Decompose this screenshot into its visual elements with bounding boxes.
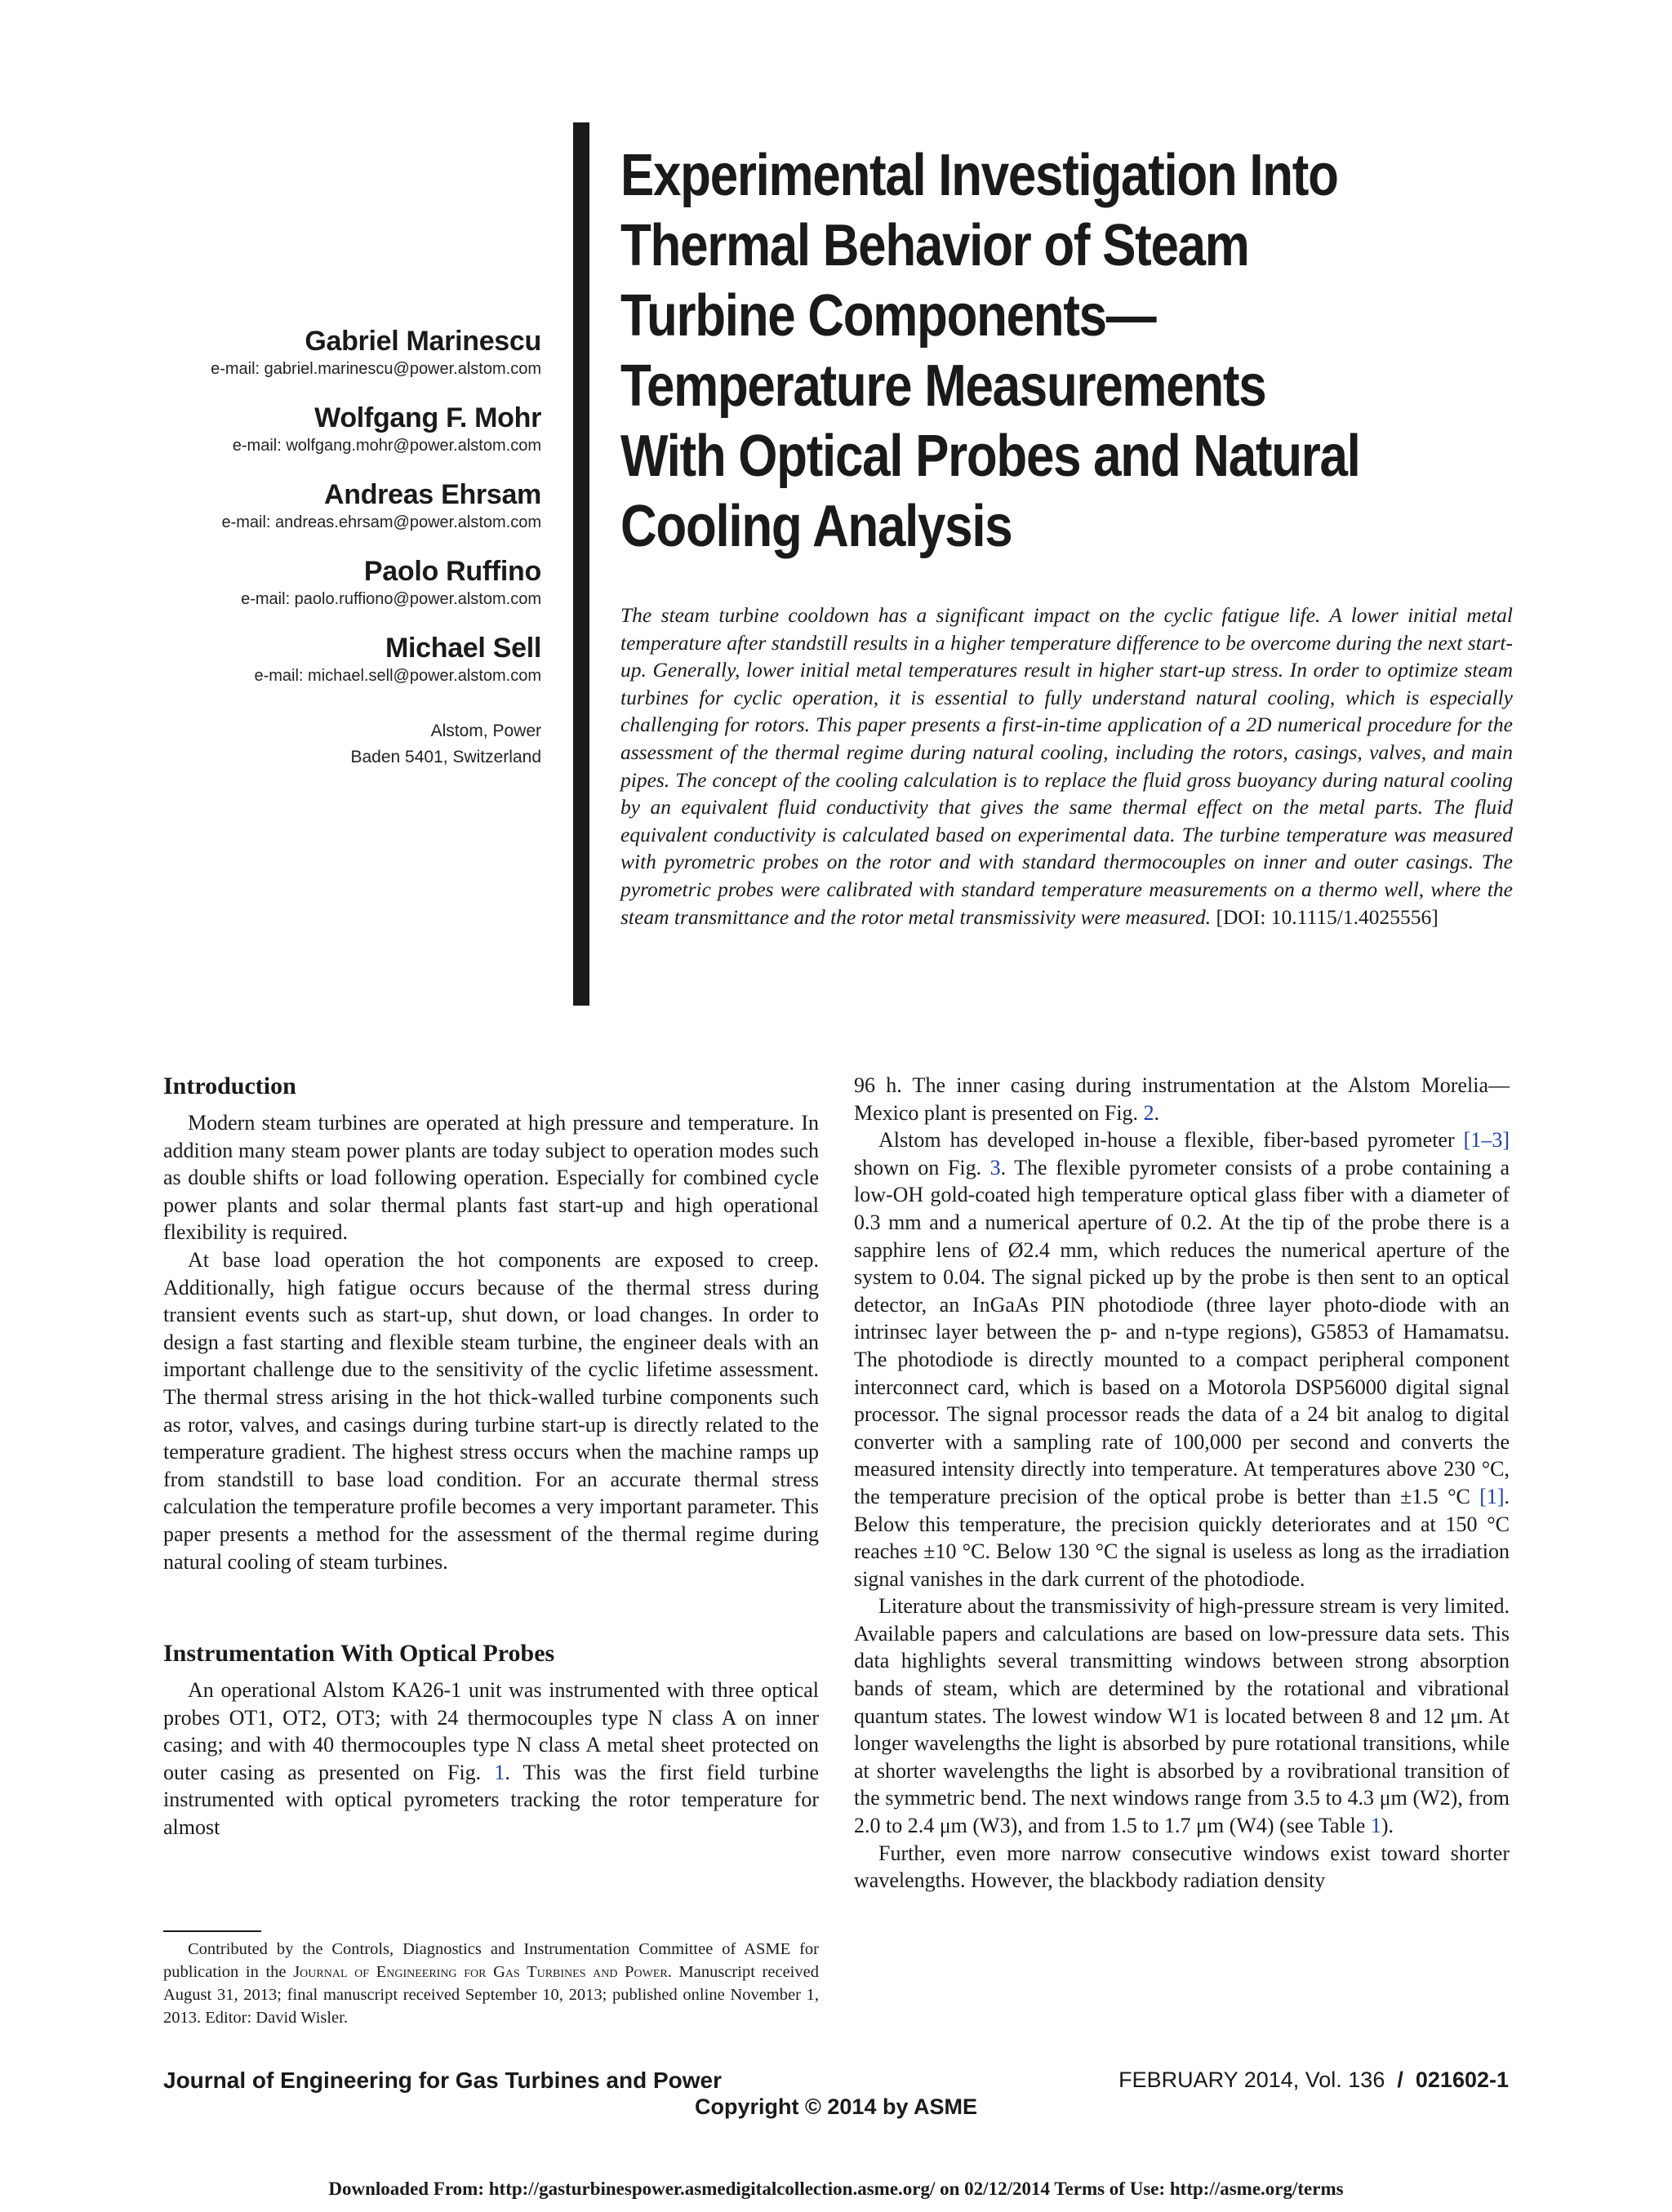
author-entry <box>122 555 541 611</box>
paragraph: Modern steam turbines are operated at high pressure and temperature. In addition many steam power plants are today subject to operation modes such as double shifts or load following operation. Especially for combined cycle power plants and solar thermal plants fast start-up and high operational flexibility is required. <box>163 1111 819 1245</box>
author-name: Wolfgang F. Mohr <box>314 402 541 433</box>
citation-link[interactable]: [1] <box>1479 1484 1505 1508</box>
citation-link[interactable]: [1–3] <box>1463 1128 1510 1153</box>
figure-link[interactable]: 2 <box>1143 1100 1154 1125</box>
abstract <box>620 602 1513 931</box>
figure-link[interactable]: 3 <box>989 1155 1001 1179</box>
footnote-rule <box>163 1930 261 1932</box>
author-name: Michael Sell <box>385 633 541 664</box>
right-column <box>854 1072 1510 1894</box>
author-email: e-mail: michael.sell@power.alstom.com <box>254 667 541 685</box>
footnote: Contributed by the Controls, Diagnostics and Instrumentation Committee of ASME for publication in the Journal of Engineering for Gas Turbines and Power. Manuscript received August 31, 2013; final manuscript received September 10, 2013; published online November 1, 2013. Editor: David Wisler. <box>163 1940 819 2027</box>
author-email: e-mail: andreas.ehrsam@power.alstom.com <box>221 513 541 531</box>
paragraph: Literature about the transmissivity of high-pressure stream is very limited. Available papers and calculations are based on low-pressure data sets. This data highlights several transmitting windows between strong absorption bands of steam, which are determined by the rotational and vibrational quantum states. The lowest window W1 is located between 8 and 12 μm. At longer wavelengths the light is absorbed by pure rotational transitions, while at shorter wavelengths the light is absorbed by a rovibrational transition of the symmetric bend. The next windows range from 3.5 to 4.3 μm (W2), from 2.0 to 2.4 μm (W3), and from 1.5 to 1.7 μm (W4) (see Table 1). <box>854 1594 1510 1838</box>
author-email: e-mail: paolo.ruffiono@power.alstom.com <box>241 590 541 608</box>
abstract-text: The steam turbine cooldown has a significant impact on the cyclic fatigue life. A lower initial metal temperature after standstill results in a higher temperature difference to be overcome during the next start-up. Generally, lower initial metal temperatures result in higher start-up stress. In order to optimize steam turbines for cyclic operation, it is essential to fully understand natural cooling, which is especially challenging for rotors. This paper presents a first-in-time application of a 2D numerical procedure for the assessment of the thermal regime during natural cooling, including the rotors, casings, valves, and main pipes. The concept of the cooling calculation is to replace the fluid gross buoyancy during natural cooling by an equivalent fluid conductivity that gives the same thermal effect on the metal parts. The fluid equivalent conductivity is calculated based on experimental data. The turbine temperature was measured with pyrometric probes on the rotor and with standard thermocouples on inner and outer casings. The pyrometric probes were calibrated with standard temperature measurements on a thermo well, where the steam transmittance and the rotor metal transmissivity were measured. <box>620 603 1513 929</box>
figure-link[interactable]: 1 <box>494 1760 505 1784</box>
table-link[interactable]: 1 <box>1370 1814 1381 1838</box>
author-entry <box>122 402 541 457</box>
author-name: Gabriel Marinescu <box>305 326 541 357</box>
title-rule-bar <box>573 122 589 1006</box>
affiliation <box>122 718 541 771</box>
author-name: Paolo Ruffino <box>363 556 541 587</box>
affiliation-line: Baden 5401, Switzerland <box>350 748 541 766</box>
author-email: e-mail: wolfgang.mohr@power.alstom.com <box>232 437 541 455</box>
article-number: 021602-1 <box>1415 2068 1509 2092</box>
paragraph: Alstom has developed in-house a flexible, fiber-based pyrometer [1–3] shown on Fig. 3. The flexible pyrometer consists of a probe containing a low-OH gold-coated high temperature optical glass fiber with a diameter of 0.3 mm and a numerical aperture of 0.2. At the tip of the probe there is a sapphire lens of Ø2.4 mm, which reduces the numerical aperture of the system to 0.04. The signal picked up by the probe is then sent to an optical detector, an InGaAs PIN photodiode (three layer photo-diode with an intrinsec layer between the p- and n-type regions), G5853 of Hamamatsu. The photodiode is directly mounted to a compact peripheral component interconnect card, which is based on a Motorola DSP56000 digital signal processor. The signal processor reads the data of a 24 bit analog to digital converter with a sampling rate of 100,000 per second and converts the measured intensity directly into temperature. At temperatures above 230 °C, the temperature precision of the optical probe is better than ±1.5 °C [1]. Below this temperature, the precision quickly deteriorates and at 150 °C reaches ±10 °C. Below 130 °C the signal is useless as long as the irradiation signal vanishes in the dark current of the photodiode. <box>854 1128 1510 1591</box>
author-entry <box>122 325 541 380</box>
author-email: e-mail: gabriel.marinescu@power.alstom.com <box>211 360 541 378</box>
doi: [DOI: 10.1115/1.4025556] <box>1216 904 1439 929</box>
footer-journal: Journal of Engineering for Gas Turbines and Power <box>163 2068 723 2093</box>
affiliation-line: Alstom, Power <box>430 722 541 740</box>
journal-name-smallcaps: Journal of Engineering for Gas Turbines and Power <box>293 1963 668 1981</box>
paragraph: Further, even more narrow consecutive windows exist toward shorter wavelengths. However, the blackbody radiation density <box>854 1841 1510 1893</box>
section-heading-instrumentation: Instrumentation With Optical Probes <box>163 1640 555 1668</box>
paper-title: Experimental Investigation Into Thermal Behavior of Steam Turbine Components— Temperature Measurements With Optical Probes and Natural Cooling Analysis <box>620 143 1360 559</box>
section-heading-introduction: Introduction <box>163 1073 296 1099</box>
footer-copyright: Copyright © 2014 by ASME <box>695 2094 977 2119</box>
paragraph: At base load operation the hot components are exposed to creep. Additionally, high fatigue occurs because of the thermal stress during transient events such as start-up, shut down, or load changes. In order to design a fast starting and flexible steam turbine, the engineer deals with an important challenge due to the sensitivity of the cyclic lifetime assessment. The thermal stress arising in the hot thick-walled turbine components such as rotor, valves, and casings during turbine start-up is directly related to the temperature gradient. The highest stress occurs when the machine ramps up from standstill to base load condition. For an accurate thermal stress calculation the temperature profile becomes a very important parameter. This paper presents a method for the assessment of the thermal regime during natural cooling of steam turbines. <box>163 1247 819 1574</box>
author-name: Andreas Ehrsam <box>323 479 541 510</box>
author-entry <box>122 478 541 534</box>
footer-issue: FEBRUARY 2014, Vol. 136 / 021602-1 <box>1118 2068 1509 2092</box>
author-block <box>122 318 541 771</box>
download-notice: Downloaded From: http://gasturbinespower.asmedigitalcollection.asme.org/ on 02/12/2014 Terms of Use: http://asme.org/terms <box>328 2179 1344 2199</box>
paragraph: An operational Alstom KA26-1 unit was instrumented with three optical probes OT1, OT2, OT3; with 24 thermocouples type N class A on inner casing; and with 40 thermocouples type N class A metal sheet protected on outer casing as presented on Fig. 1. This was the first field turbine instrumented with optical pyrometers tracking the rotor temperature for almost <box>163 1678 819 1840</box>
author-entry <box>122 632 541 687</box>
left-column <box>163 1072 819 1841</box>
paragraph: 96 h. The inner casing during instrumentation at the Alstom Morelia—Mexico plant is presented on Fig. 2. <box>854 1073 1510 1125</box>
